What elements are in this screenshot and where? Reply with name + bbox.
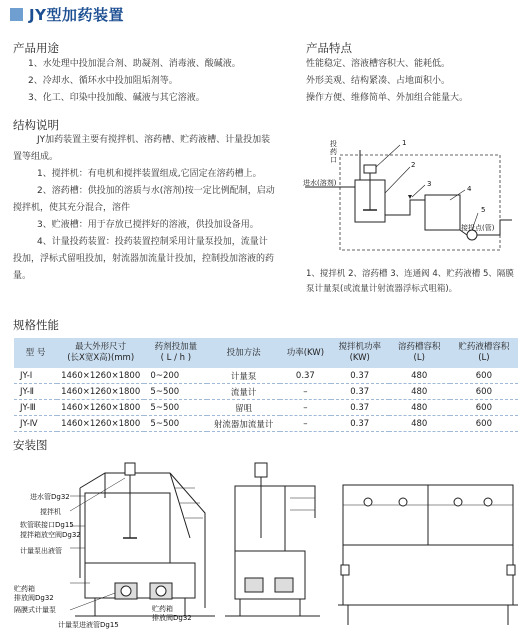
column-header: [331, 338, 389, 368]
table-cell: 0.37: [331, 368, 389, 384]
mixer-motor-shape: [364, 165, 376, 173]
storage-tank-shape: [85, 563, 195, 598]
schematic-label-4: 4: [467, 185, 472, 193]
column-header: 型 号: [14, 338, 57, 368]
usage-heading: 产品用途: [13, 41, 59, 55]
table-cell: JY-Ⅱ: [14, 384, 57, 400]
table-cell: 0.37: [331, 384, 389, 400]
schematic-label-1: 1: [402, 139, 407, 147]
performance-table: [14, 338, 518, 432]
performance-heading: 规格性能: [13, 318, 59, 332]
table-cell: 留咀: [207, 400, 280, 416]
table-cell: JY-Ⅰ: [14, 368, 57, 384]
table-cell: 1460×1260×1800: [57, 384, 144, 400]
column-header: [144, 338, 207, 368]
table-cell: 5~500: [144, 400, 207, 416]
schematic-label-3: 3: [427, 180, 432, 188]
structure-item: 2、溶药槽：供投加的溶质与水(溶剂)按一定比例配制，启动搅拌机，使其充分混合，溶件: [13, 186, 275, 213]
mixer-motor: [125, 463, 135, 475]
storage-tank-shape: [425, 195, 460, 230]
page-title: JY型加药装置: [29, 6, 124, 24]
structure-item: 3、贮液槽：用于存放已搅拌好的溶液，供投加设备用。: [37, 220, 259, 230]
front-mixing-tank: [235, 486, 285, 551]
install-label-storage-valve: 排放阀Dg32: [14, 594, 54, 602]
table-cell: 480: [389, 368, 450, 384]
table-row: [14, 400, 518, 416]
schematic-label-outlet: 接投点(管): [461, 224, 495, 232]
features-list: [306, 56, 468, 107]
column-header: [57, 338, 144, 368]
table-cell: JY-Ⅳ: [14, 416, 57, 432]
column-header: 功率(KW): [280, 338, 331, 368]
usage-line: 3、化工、印染中投加酸、碱液与其它溶液。: [28, 93, 205, 103]
column-header: [389, 338, 450, 368]
connecting-pipe: [385, 200, 425, 215]
table-cell: 480: [389, 384, 450, 400]
schematic-label-water-in: 进水(溶剂): [303, 179, 337, 187]
installation-front-view: [220, 458, 330, 636]
column-header-text: 溶药槽容积 (L): [397, 342, 441, 363]
install-label-storage2: 贮药箱: [152, 605, 173, 613]
install-label-diaphragm: 隔膜式计量泵: [14, 606, 56, 614]
table-cell: 0.37: [331, 416, 389, 432]
table-cell: 5~500: [144, 416, 207, 432]
table-cell: 1460×1260×1800: [57, 368, 144, 384]
table-header-row: [14, 338, 518, 368]
column-header: [450, 338, 518, 368]
column-header-text: 贮药液槽容积 (L): [458, 342, 510, 363]
column-header: 投加方法: [207, 338, 280, 368]
table-cell: 射流器加流量计: [207, 416, 280, 432]
table-cell: 1460×1260×1800: [57, 416, 144, 432]
table-cell: 600: [450, 400, 518, 416]
table-row: [14, 384, 518, 400]
mixing-tank-shape: [85, 493, 170, 563]
installation-top-view: [338, 480, 518, 630]
install-label-storage: 贮药箱: [14, 585, 35, 593]
schematic-caption: 1、搅拌机 2、溶药槽 3、连通阀 4、贮药液槽 5、隔膜泵计量泵(或流量计射流器浮标式咀箱)。: [306, 269, 514, 294]
structure-heading: 结构说明: [13, 118, 59, 132]
table-cell: –: [280, 416, 331, 432]
structure-item: 4、计量投药装置：投药装置控制采用计量泵投加，流量计投加，浮标式留咀投加，射流器加流量计投加，控制投加溶液的药量。: [13, 237, 275, 281]
table-cell: 0.37: [280, 368, 331, 384]
table-cell: 计量泵: [207, 368, 280, 384]
table-cell: 480: [389, 416, 450, 432]
features-heading: 产品特点: [306, 41, 352, 55]
schematic-label-dose-inlet: 投药口: [330, 140, 337, 164]
feature-line: 操作方便、维修简单、外加组合能量大。: [306, 93, 469, 103]
install-label-soft-pipe: 软管联接口Dg15: [20, 521, 74, 529]
feature-line: 性能稳定、溶液槽容积大、能耗低。: [306, 59, 451, 69]
schematic-label-5: 5: [481, 206, 486, 214]
schematic-label-2: 2: [411, 161, 416, 169]
usage-line: 2、冷却水、循环水中投加阻垢剂等。: [28, 76, 178, 86]
install-label-pump-outlet: 计量泵出液管: [20, 547, 62, 555]
table-cell: 1460×1260×1800: [57, 400, 144, 416]
install-label-drain-valve: 排放阀Dg32: [152, 614, 192, 622]
table-cell: 600: [450, 368, 518, 384]
top-view-tank-lower: [343, 545, 513, 605]
table-cell: 0~200: [144, 368, 207, 384]
table-cell: 480: [389, 400, 450, 416]
table-cell: 流量计: [207, 384, 280, 400]
table-cell: –: [280, 384, 331, 400]
table-cell: 0.37: [331, 400, 389, 416]
install-label-pump-inlet: 计量泵进液管Dg15: [58, 621, 119, 629]
structure-intro: JY加药装置主要有搅拌机、溶药槽、贮药液槽、计量投加装置等组成。: [13, 135, 271, 162]
column-header-text: 药剂投加量 ( L / h ): [154, 342, 198, 363]
column-header-text: 最大外形尺寸 (长X宽X高)(mm): [67, 342, 135, 363]
feature-line: 外形美观、结构紧凑、占地面积小。: [306, 76, 451, 86]
table-cell: 5~500: [144, 384, 207, 400]
column-header-text: 搅拌机功率 (KW): [338, 342, 381, 363]
table-cell: JY-Ⅲ: [14, 400, 57, 416]
usage-line: 1、水处理中投加混合剂、助凝剂、消毒液、酸碱液。: [28, 59, 241, 69]
install-label-water-inlet: 进水管Dg32: [30, 493, 70, 501]
table-cell: 600: [450, 384, 518, 400]
table-cell: –: [280, 400, 331, 416]
usage-list: [28, 56, 241, 107]
installation-side-view: [70, 458, 220, 636]
install-label-mixer-valve: 搅拌箱放空阀Dg32: [20, 531, 81, 539]
table-cell: 600: [450, 416, 518, 432]
table-row: [14, 416, 518, 432]
table-row: [14, 368, 518, 384]
valve-shape: [408, 195, 412, 199]
structure-item: 1、搅拌机：有电机和搅拌装置组成,它固定在溶药槽上。: [37, 169, 262, 179]
install-label-mixer: 搅拌机: [40, 508, 61, 516]
title-square-icon: [10, 8, 23, 21]
installation-heading: 安装图: [13, 438, 48, 452]
